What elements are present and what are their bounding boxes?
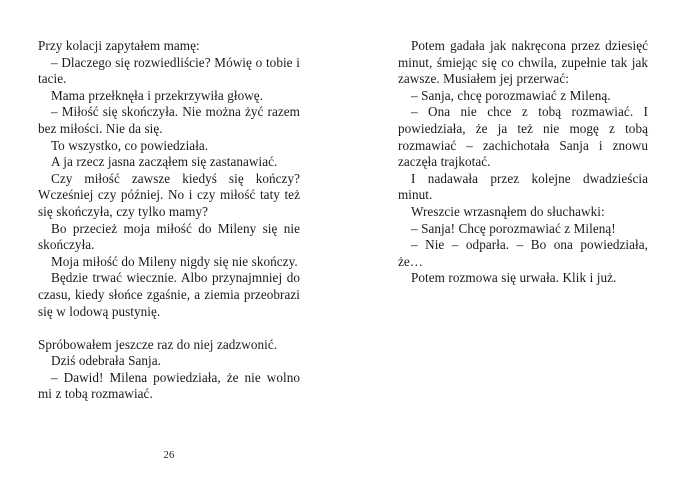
paragraph: – Sanja! Chcę porozmawiać z Mileną! xyxy=(411,220,616,236)
paragraph: To wszystko, co powiedziała. xyxy=(51,137,209,153)
paragraph: Moja miłość do Mileny nigdy się nie skończy. xyxy=(51,253,298,269)
paragraph: – Nie – odparła. – Bo ona powiedziała, że… xyxy=(398,237,648,269)
paragraph-gap xyxy=(38,320,300,337)
paragraph: Będzie trwać wiecznie. Albo przynajmniej do czasu, kiedy słońce zgaśnie, a ziemia przeobrazi się w lodową pustynię. xyxy=(38,270,300,319)
paragraph: Czy miłość zawsze kiedyś się kończy? Wcześniej czy później. No i czy miłość taty też się skończyła, czy tylko mamy? xyxy=(38,170,300,219)
left-text-column xyxy=(38,38,300,403)
paragraph: – Dawid! Milena powiedziała, że nie wolno mi z tobą rozmawiać. xyxy=(38,369,300,402)
paragraph: A ja rzecz jasna zacząłem się zastanawiać. xyxy=(51,154,278,170)
paragraph: Potem rozmowa się urwała. Klik i już. xyxy=(411,270,617,286)
paragraph: Przy kolacji zapytałem mamę: xyxy=(38,38,200,53)
paragraph: Bo przecież moja miłość do Mileny się nie skończyła. xyxy=(38,220,300,253)
page-number: 26 xyxy=(163,450,175,461)
paragraph: – Miłość się skończyła. Nie można żyć razem bez miłości. Nie da się. xyxy=(38,104,300,136)
paragraph: – Dlaczego się rozwiedliście? Mówię o tobie i tacie. xyxy=(38,54,300,87)
paragraph: – Ona nie chce z tobą rozmawiać. I powiedziała, że ja też nie mogę z tobą rozmawiać – zachichotała Sanja i znowu zaczęła trajkotać. xyxy=(398,104,648,170)
paragraph: Dziś odebrała Sanja. xyxy=(51,353,161,369)
right-column-body xyxy=(398,38,648,287)
left-column-body xyxy=(38,38,300,403)
paragraph: – Sanja, chcę porozmawiać z Mileną. xyxy=(411,87,611,103)
paragraph: Spróbowałem jeszcze raz do niej zadzwonić. xyxy=(38,336,278,352)
paragraph: Potem gadała jak nakręcona przez dziesięć minut, śmiejąc się co chwila, zupełnie tak jak zawsze. Musiałem jej przerwać: xyxy=(398,38,648,87)
paragraph: I nadawała przez kolejne dwadzieścia minut. xyxy=(398,170,648,203)
right-text-column xyxy=(398,38,648,287)
paragraph: Mama przełknęła i przekrzywiła głowę. xyxy=(51,87,264,103)
paragraph: Wreszcie wrzasnąłem do słuchawki: xyxy=(411,203,605,219)
